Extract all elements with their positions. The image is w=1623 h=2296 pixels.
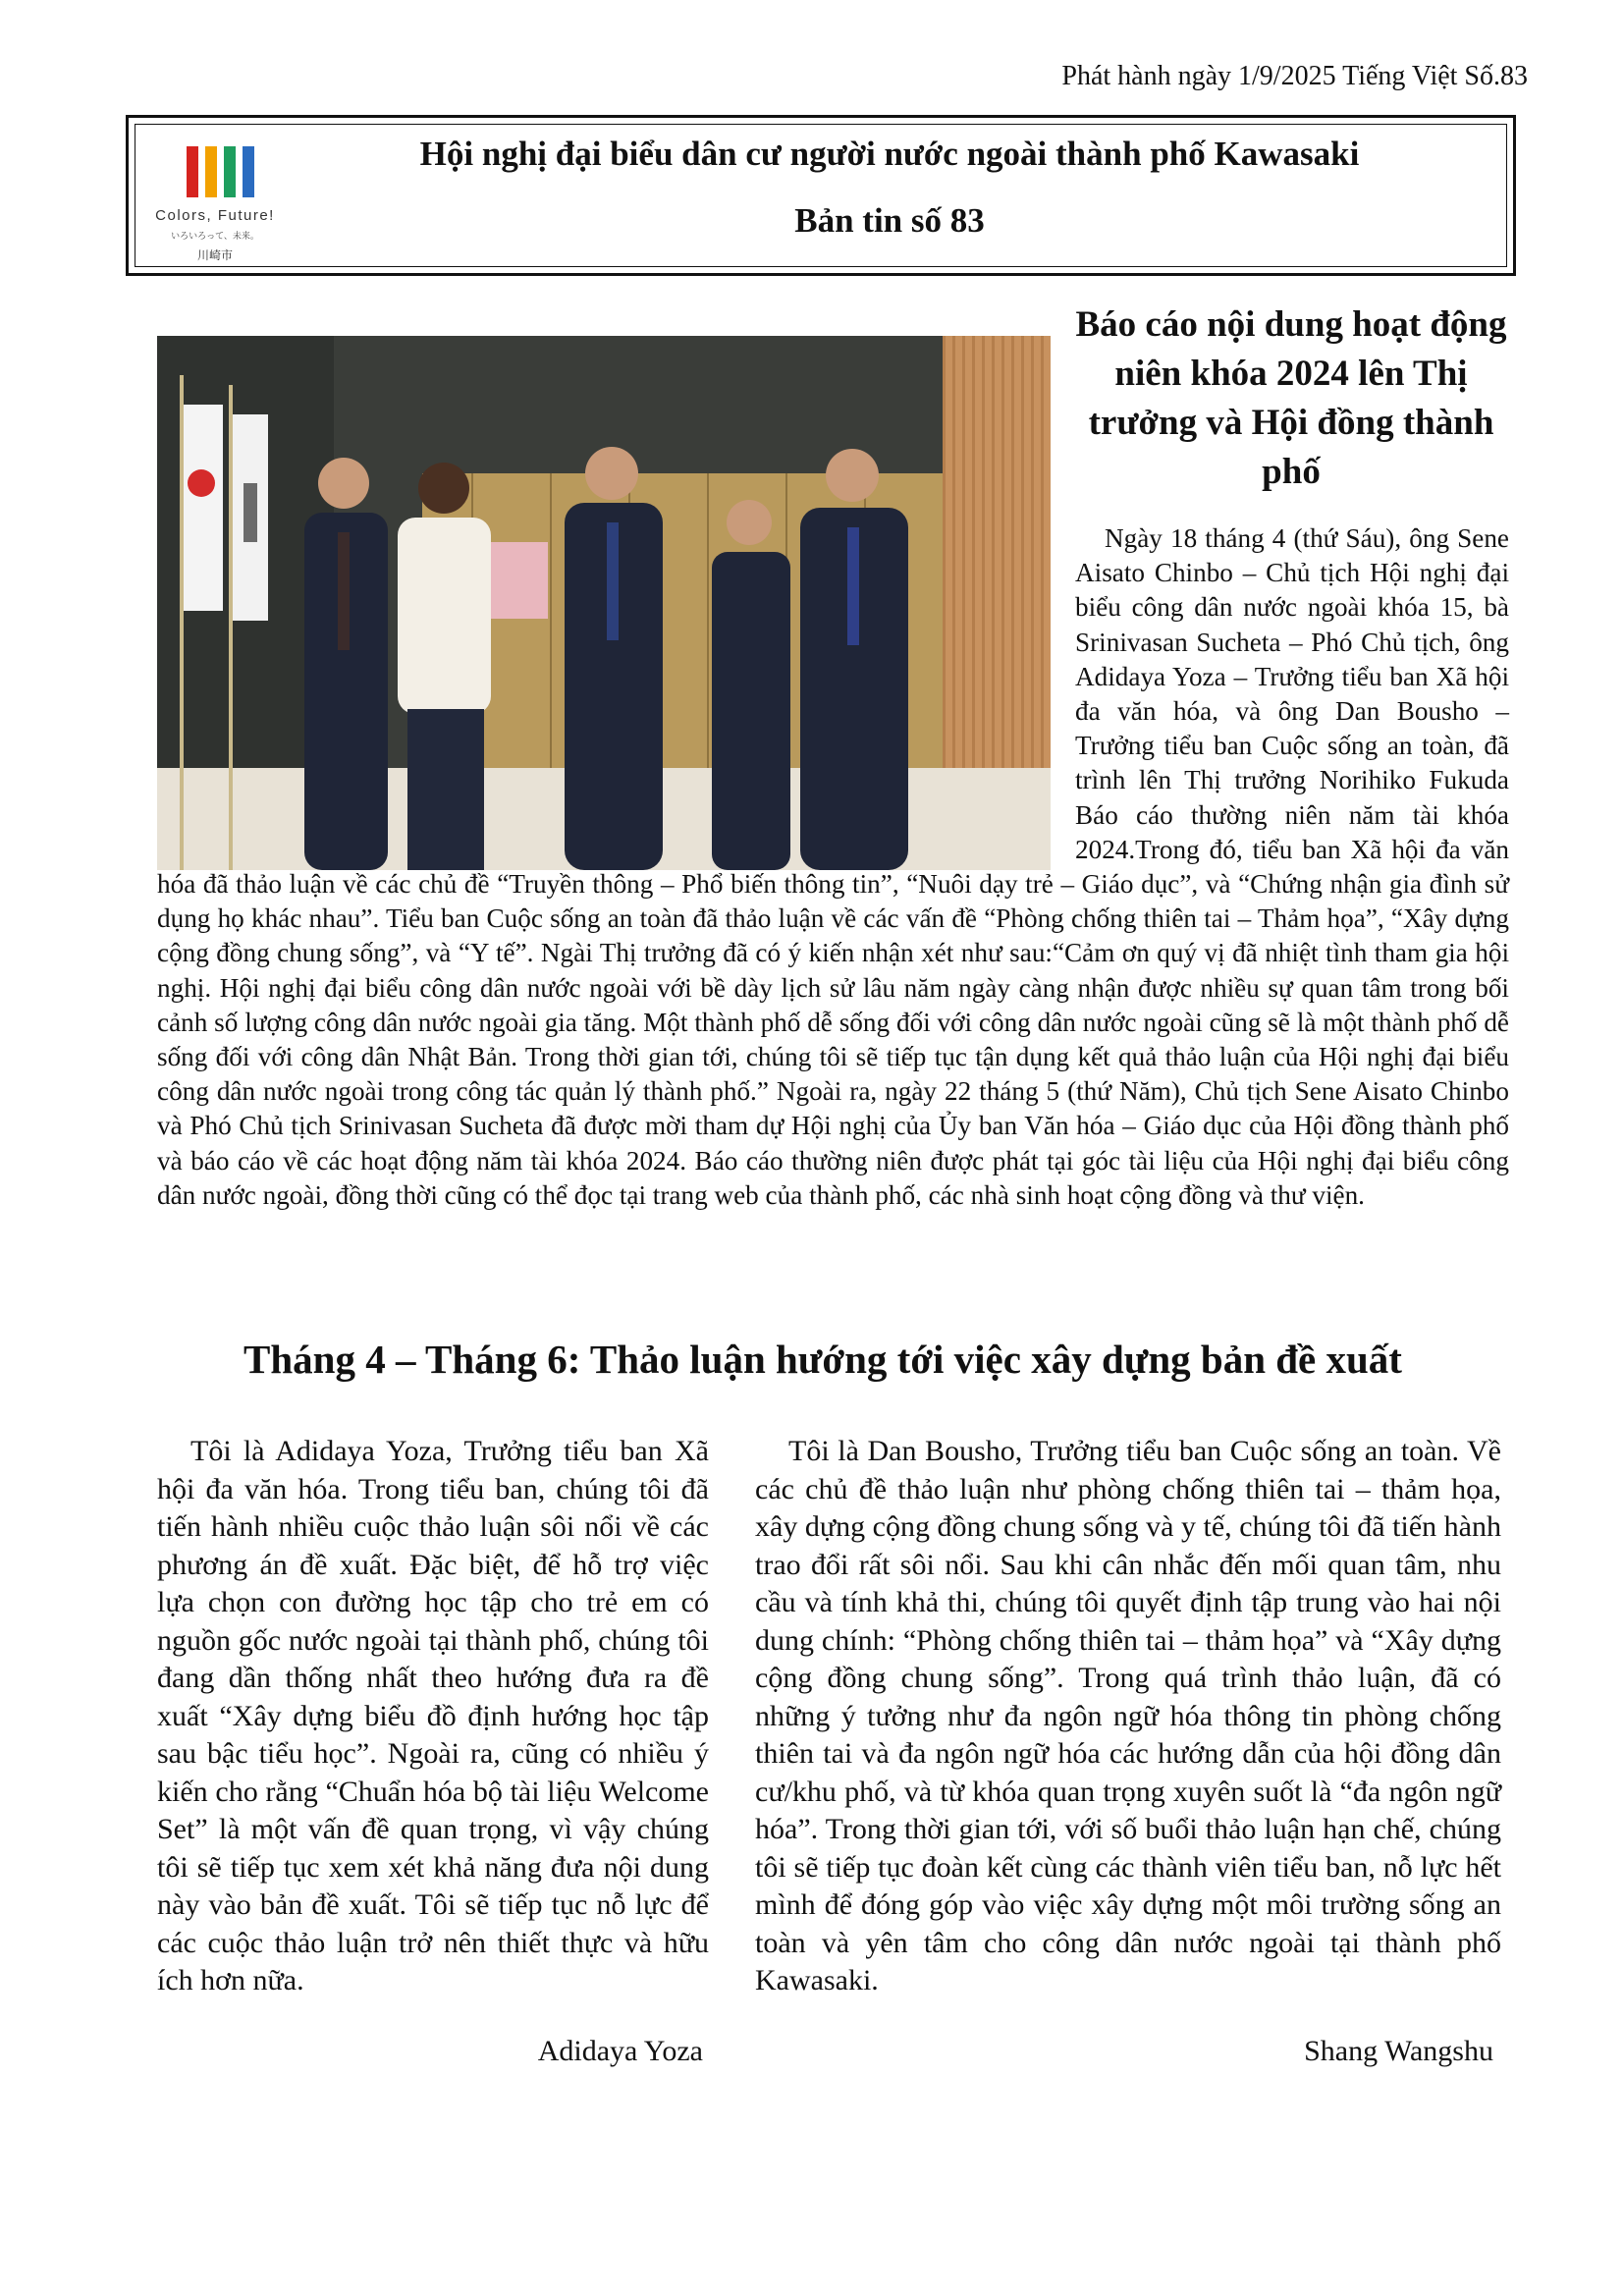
- newsletter-issue-number: Bản tin số 83: [794, 201, 985, 240]
- right-column-text: Tôi là Dan Bousho, Trưởng tiểu ban Cuộc sống an toàn. Về các chủ đề thảo luận như phòng chống thiên tai – thảm họa, xây dựng cộng đồng chung sống và y tế, chúng tôi đã tiến hành trao đổi rất sôi nổi. Sau khi cân nhắc đến mối quan tâm, nhu cầu và tính khả thi, chúng tôi quyết định tập trung vào hai nội dung chính: “Phòng chống thiên tai – thảm họa” và “Xây dựng cộng đồng chung sống”. Trong quá trình thảo luận, đã có những ý tưởng như đa ngôn ngữ hóa thông tin phòng chống thiên tai và đa ngôn ngữ hóa các hướng dẫn của hội đồng dân cư/khu phố, và từ khóa quan trọng xuyên suốt là “đa ngôn ngữ hóa”. Trong thời gian tới, với số buổi thảo luận hạn chế, chúng tôi sẽ tiếp tục đoàn kết cùng các thành viên tiểu ban, nỗ lực hết mình để đóng góp vào việc xây dựng một môi trường sống an toàn và yên tâm cho công dân nước ngoài tại thành phố Kawasaki.: [755, 1435, 1501, 1996]
- photo-wrap-space: [157, 521, 1075, 865]
- logo-tagline: Colors, Future!: [155, 207, 275, 224]
- logo-bar-blue: [243, 146, 254, 197]
- logo-bar-red: [187, 146, 198, 197]
- right-column-article: [755, 1433, 1501, 2000]
- masthead-inner-border: [135, 124, 1507, 267]
- kawasaki-city-logo: [147, 138, 283, 266]
- logo-color-bars-icon: [187, 146, 255, 197]
- left-column-signature: Adidaya Yoza: [537, 2035, 703, 2067]
- masthead: [126, 115, 1516, 276]
- report-article-title: Báo cáo nội dung hoạt động niên khóa 2024 lên Thị trưởng và Hội đồng thành phố: [1075, 304, 1507, 492]
- left-column-article: [157, 1433, 709, 2000]
- logo-sub-tagline: いろいろって、未来。: [171, 232, 259, 242]
- report-article-body: [157, 521, 1509, 1213]
- newsletter-title: Hội nghị đại biểu dân cư người nước ngoài thành phố Kawasaki: [419, 135, 1360, 173]
- section-heading: Tháng 4 – Tháng 6: Thảo luận hướng tới việc xây dựng bản đề xuất: [243, 1337, 1402, 1382]
- logo-bar-orange: [205, 146, 217, 197]
- left-column-text: Tôi là Adidaya Yoza, Trưởng tiểu ban Xã hội đa văn hóa. Trong tiểu ban, chúng tôi đã tiến hành nhiều cuộc thảo luận sôi nổi về các phương án đề xuất. Đặc biệt, để hỗ trợ việc lựa chọn con đường học tập cho trẻ em có nguồn gốc nước ngoài tại thành phố, chúng tôi đang dần thống nhất theo hướng đưa ra đề xuất “Xây dựng biểu đồ định hướng học tập sau bậc tiểu học”. Ngoài ra, cũng có nhiều ý kiến cho rằng “Chuẩn hóa bộ tài liệu Welcome Set” là một vấn đề quan trọng, vì vậy chúng tôi sẽ tiếp tục xem xét khả năng đưa nội dung này vào bản đề xuất. Tôi sẽ tiếp tục nỗ lực để các cuộc thảo luận trở nên thiết thực và hữu ích hơn nữa.: [157, 1435, 709, 1996]
- report-article-text: Ngày 18 tháng 4 (thứ Sáu), ông Sene Aisato Chinbo – Chủ tịch Hội nghị đại biểu công dân nước ngoài khóa 15, bà Srinivasan Sucheta – Phó Chủ tịch, ông Adidaya Yoza – Trưởng tiểu ban Xã hội đa văn hóa, và ông Dan Bousho – Trưởng tiểu ban Cuộc sống an toàn, đã trình lên Thị trưởng Norihiko Fukuda Báo cáo thường niên năm tài khóa 2024.Trong đó, tiểu ban Xã hội đa văn hóa đã thảo luận về các chủ đề “Truyền thông – Phổ biến thông tin”, “Nuôi dạy trẻ – Giáo dục”, và “Chứng nhận gia đình sử dụng họ khác nhau”. Tiểu ban Cuộc sống an toàn đã thảo luận về các vấn đề “Phòng chống thiên tai – Thảm họa”, “Xây dựng cộng đồng chung sống”, và “Y tế”. Ngài Thị trưởng đã có ý kiến nhận xét như sau:“Cảm ơn quý vị đã nhiệt tình tham gia hội nghị. Hội nghị đại biểu công dân nước ngoài với bề dày lịch sử lâu năm ngày càng nhận được nhiều sự quan tâm trong bối cảnh số lượng công dân nước ngoài gia tăng. Một thành phố dễ sống đối với công dân nước ngoài cũng sẽ là một thành phố dễ sống đối với công dân Nhật Bản. Trong thời gian tới, chúng tôi sẽ tiếp tục tận dụng kết quả thảo luận của Hội nghị đại biểu công dân nước ngoài trong công tác quản lý thành phố.” Ngoài ra, ngày 22 tháng 5 (thứ Năm), Chủ tịch Sene Aisato Chinbo và Phó Chủ tịch Srinivasan Sucheta đã được mời tham dự Hội nghị của Ủy ban Văn hóa – Giáo dục của Hội đồng thành phố và báo cáo về các hoạt động năm tài khóa 2024. Báo cáo thường niên được phát tại góc tài liệu của Hội nghị đại biểu công dân nước ngoài, đồng thời cũng có thể đọc tại trang web của thành phố, các nhà sinh hoạt cộng đồng và thư viện.: [157, 523, 1509, 1210]
- logo-city-name: 川崎市: [196, 248, 233, 262]
- issue-date-line: Phát hành ngày 1/9/2025 Tiếng Việt Số.83: [1061, 61, 1528, 91]
- logo-bar-green: [224, 146, 236, 197]
- right-column-signature: Shang Wangshu: [1304, 2035, 1493, 2067]
